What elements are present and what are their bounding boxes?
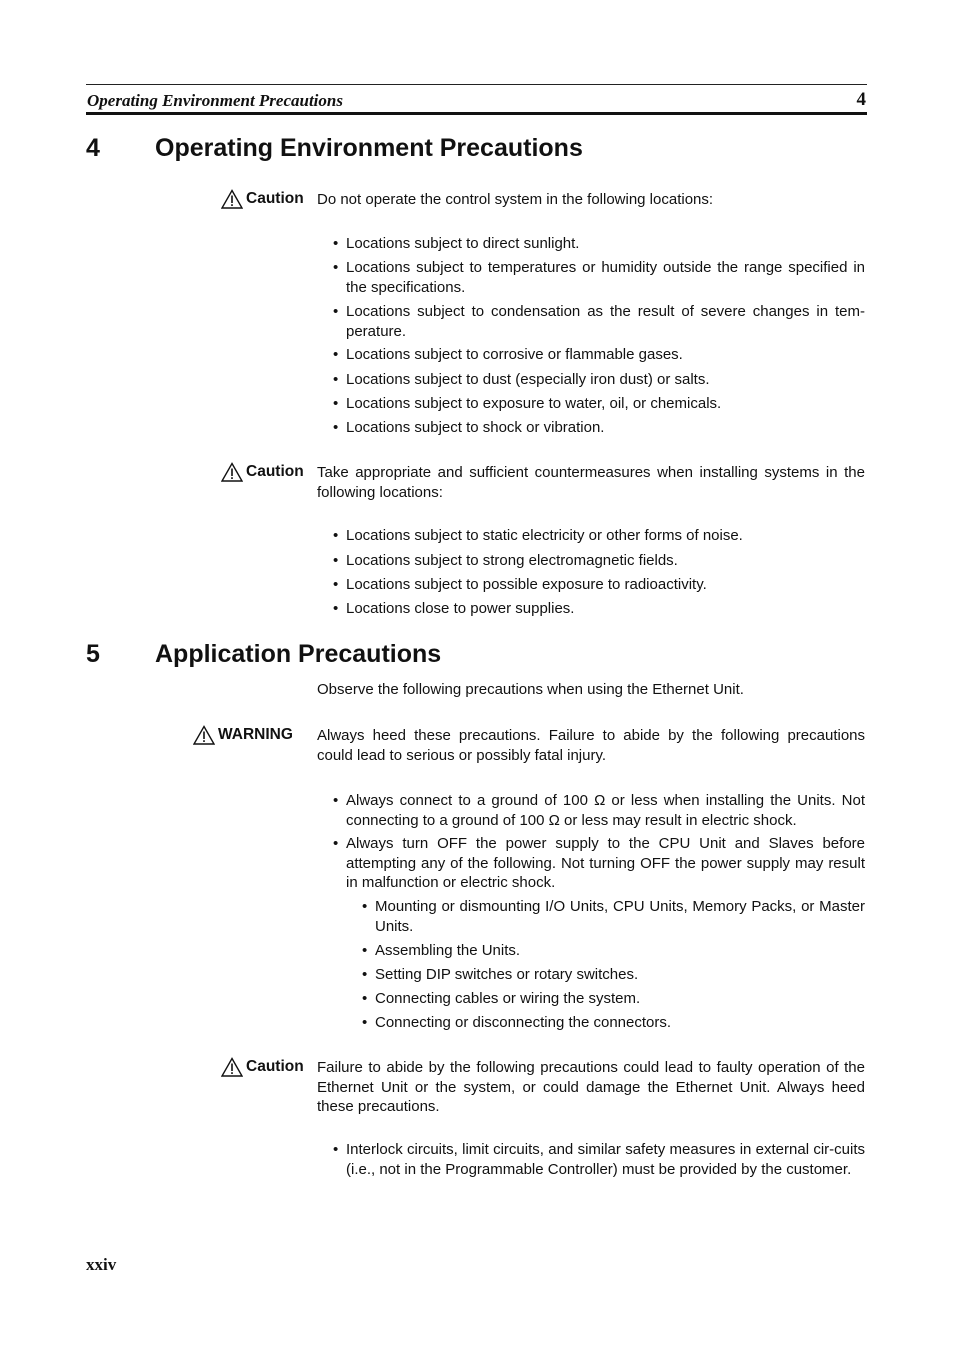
running-header-number: 4 xyxy=(856,89,866,110)
caution-2-text: Take appropriate and sufficient countermeasures when installing systems in the following locations: xyxy=(317,464,865,501)
sub-list-item: • Assembling the Units. xyxy=(362,942,521,959)
list-item: • Locations subject to possible exposure to radioactivity. xyxy=(333,576,707,593)
list-item: • Locations subject to static electricity or other forms of noise. xyxy=(333,527,743,544)
caution-label-1 xyxy=(221,189,304,209)
list-item: • Locations close to power supplies. xyxy=(333,600,575,617)
list-item: • Always turn OFF the power supply to the CPU Unit and Slaves before attempting any of the following. Not turning OFF the power supply may result in malfunction or electric shock. xyxy=(333,835,865,891)
sub-list-item: • Connecting cables or wiring the system. xyxy=(362,990,641,1007)
running-header-title: Operating Environment Precautions xyxy=(87,91,343,110)
caution-label-text: Caution xyxy=(246,463,304,480)
warning-triangle-icon xyxy=(221,462,243,482)
section-5-title: Application Precautions xyxy=(155,640,442,668)
caution-3-text: Failure to abide by the following precautions could lead to faulty operation of the Ethernet Unit or the system, or could damage the Ethernet Unit. Always heed these precautions. xyxy=(317,1059,865,1115)
list-item: • Locations subject to corrosive or flammable gases. xyxy=(333,346,683,363)
caution-label-3 xyxy=(221,1057,304,1077)
sub-list-item: • Connecting or disconnecting the connectors. xyxy=(362,1014,672,1031)
list-item: • Locations subject to condensation as the result of severe changes in tem-perature. xyxy=(333,303,865,340)
warning-label xyxy=(193,725,293,745)
header-rule-bottom xyxy=(86,112,867,115)
section-5-number: 5 xyxy=(86,640,100,668)
list-item: • Always connect to a ground of 100 Ω or less when installing the Units. Not connecting to a ground of 100 Ω or less may result in electric shock. xyxy=(333,792,865,829)
warning-triangle-icon xyxy=(221,189,243,209)
list-item: • Interlock circuits, limit circuits, and similar safety measures in external cir-cuits (i.e., not in the Programmable Controller) must be provided by the customer. xyxy=(333,1141,865,1178)
section-5-intro: Observe the following precautions when using the Ethernet Unit. xyxy=(317,681,744,698)
caution-1-text: Do not operate the control system in the following locations: xyxy=(317,191,714,208)
warning-triangle-icon xyxy=(193,725,215,745)
sub-list-item: • Setting DIP switches or rotary switches. xyxy=(362,966,639,983)
sub-list-item: • Mounting or dismounting I/O Units, CPU Units, Memory Packs, or Master Units. xyxy=(362,898,865,935)
header-rule-top xyxy=(86,84,867,85)
section-4-title: Operating Environment Precautions xyxy=(155,134,583,162)
warning-label-text: WARNING xyxy=(218,726,293,743)
list-item: • Locations subject to temperatures or humidity outside the range specified in the specifications. xyxy=(333,259,865,296)
section-4-number: 4 xyxy=(86,134,100,162)
list-item: • Locations subject to strong electromagnetic fields. xyxy=(333,552,678,569)
list-item: • Locations subject to shock or vibration. xyxy=(333,419,605,436)
warning-text: Always heed these precautions. Failure to abide by the following precautions could lead to serious or possibly fatal injury. xyxy=(317,727,865,764)
list-item: • Locations subject to exposure to water, oil, or chemicals. xyxy=(333,395,722,412)
caution-label-text: Caution xyxy=(246,1058,304,1075)
caution-label-text: Caution xyxy=(246,190,304,207)
list-item: • Locations subject to direct sunlight. xyxy=(333,235,580,252)
caution-label-2 xyxy=(221,462,304,482)
warning-triangle-icon xyxy=(221,1057,243,1077)
list-item: • Locations subject to dust (especially iron dust) or salts. xyxy=(333,371,710,388)
page-number: xxiv xyxy=(86,1255,117,1274)
